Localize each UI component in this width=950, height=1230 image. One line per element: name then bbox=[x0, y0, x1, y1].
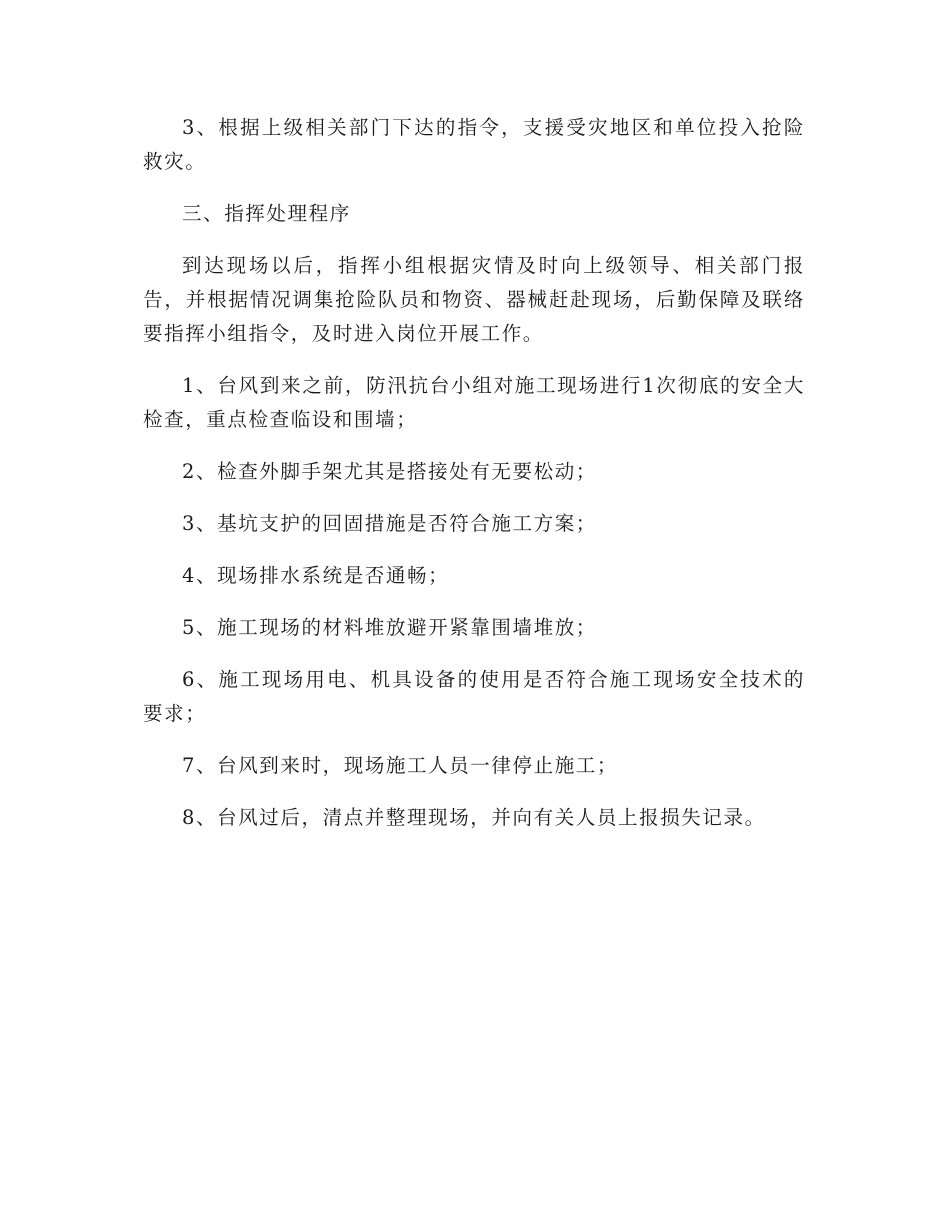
list-item-8: 8、台风过后，清点并整理现场，并向有关人员上报损失记录。 bbox=[182, 806, 766, 829]
list-item-3: 3、基坑支护的回固措施是否符合施工方案； bbox=[182, 512, 597, 535]
paragraph-rescue-support: 3、根据上级相关部门下达的指令，支援受灾地区和单位投入抢险救灾。 bbox=[143, 116, 805, 173]
list-item-5: 5、施工现场的材料堆放避开紧靠围墙堆放； bbox=[182, 616, 597, 639]
list-item-7: 7、台风到来时，现场施工人员一律停止施工； bbox=[182, 754, 619, 777]
list-item-2: 2、检查外脚手架尤其是搭接处有无要松动； bbox=[182, 460, 597, 483]
section-heading-command-procedure: 三、指挥处理程序 bbox=[182, 202, 351, 225]
list-item-4: 4、现场排水系统是否通畅； bbox=[182, 564, 450, 587]
list-item-6: 6、施工现场用电、机具设备的使用是否符合施工现场安全技术的要求； bbox=[143, 668, 805, 725]
paragraph-on-site-arrival: 到达现场以后，指挥小组根据灾情及时向上级领导、相关部门报告，并根据情况调集抢险队员和物资、器械赶赴现场，后勤保障及联络要指挥小组指令，及时进入岗位开展工作。 bbox=[143, 254, 805, 345]
document-body bbox=[143, 111, 805, 853]
list-item-1: 1、台风到来之前，防汛抗台小组对施工现场进行1次彻底的安全大检查，重点检查临设和围墙； bbox=[143, 374, 805, 431]
